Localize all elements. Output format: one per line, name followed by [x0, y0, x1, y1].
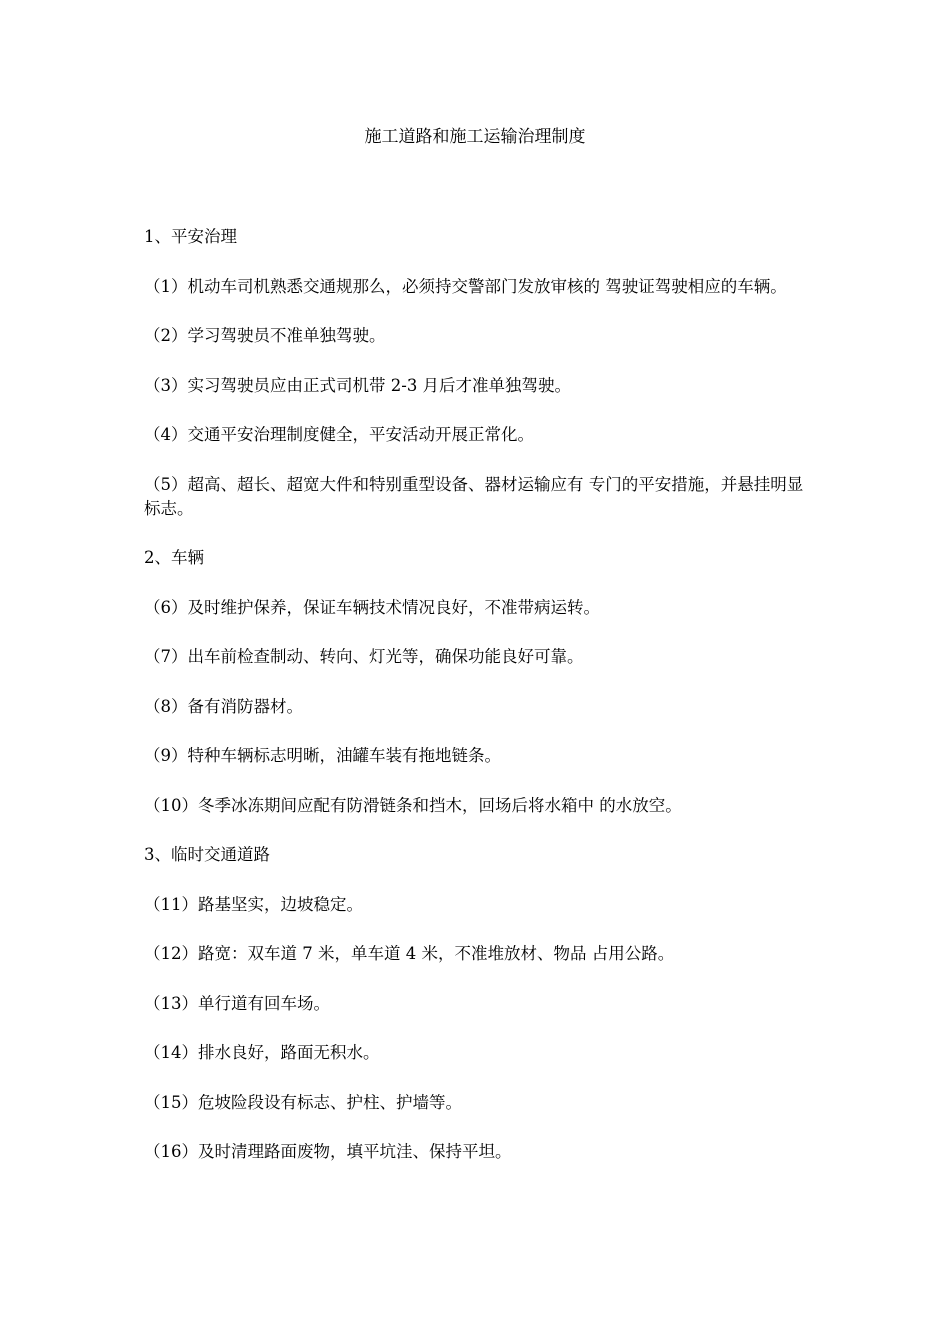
paragraph-item-11: （11）路基坚实，边坡稳定。	[144, 894, 363, 914]
paragraph-item-13: （13）单行道有回车场。	[144, 993, 330, 1013]
paragraph-item-10: （10）冬季冰冻期间应配有防滑链条和挡木，回场后将水箱中 的水放空。	[144, 795, 682, 815]
section-heading-roads: 3、临时交通道路	[144, 845, 270, 864]
paragraph-item-3: （3）实习驾驶员应由正式司机带 2-3 月后才准单独驾驶。	[144, 375, 572, 395]
paragraph-item-14: （14）排水良好，路面无积水。	[144, 1043, 380, 1062]
paragraph-item-5: （5）超高、超长、超宽大件和特别重型设备、器材运输应有 专门的平安措施，并悬挂明显标志。	[144, 474, 804, 518]
paragraph-item-8: （8）备有消防器材。	[144, 696, 303, 716]
paragraph-item-4: （4）交通平安治理制度健全，平安活动开展正常化。	[144, 425, 534, 444]
paragraph-item-16: （16）及时清理路面废物，填平坑洼、保持平坦。	[144, 1142, 512, 1161]
section-heading-safety: 1、平安治理	[144, 227, 237, 246]
paragraph-item-12: （12）路宽：双车道 7 米，单车道 4 米，不准堆放材、物品 占用公路。	[144, 944, 675, 963]
paragraph-item-6: （6）及时维护保养，保证车辆技术情况良好，不准带病运转。	[144, 597, 600, 617]
document-body	[144, 225, 804, 1190]
paragraph-item-9: （9）特种车辆标志明晰，油罐车装有拖地链条。	[144, 746, 501, 765]
paragraph-item-15: （15）危坡险段设有标志、护柱、护墙等。	[144, 1092, 462, 1112]
document-title: 施工道路和施工运输治理制度	[364, 127, 586, 147]
paragraph-item-1: （1）机动车司机熟悉交通规那么，必须持交警部门发放审核的 驾驶证驾驶相应的车辆。	[144, 276, 787, 296]
section-heading-vehicles: 2、车辆	[144, 548, 204, 567]
paragraph-item-2: （2）学习驾驶员不准单独驾驶。	[144, 326, 386, 345]
paragraph-item-7: （7）出车前检查制动、转向、灯光等，确保功能良好可靠。	[144, 647, 584, 666]
